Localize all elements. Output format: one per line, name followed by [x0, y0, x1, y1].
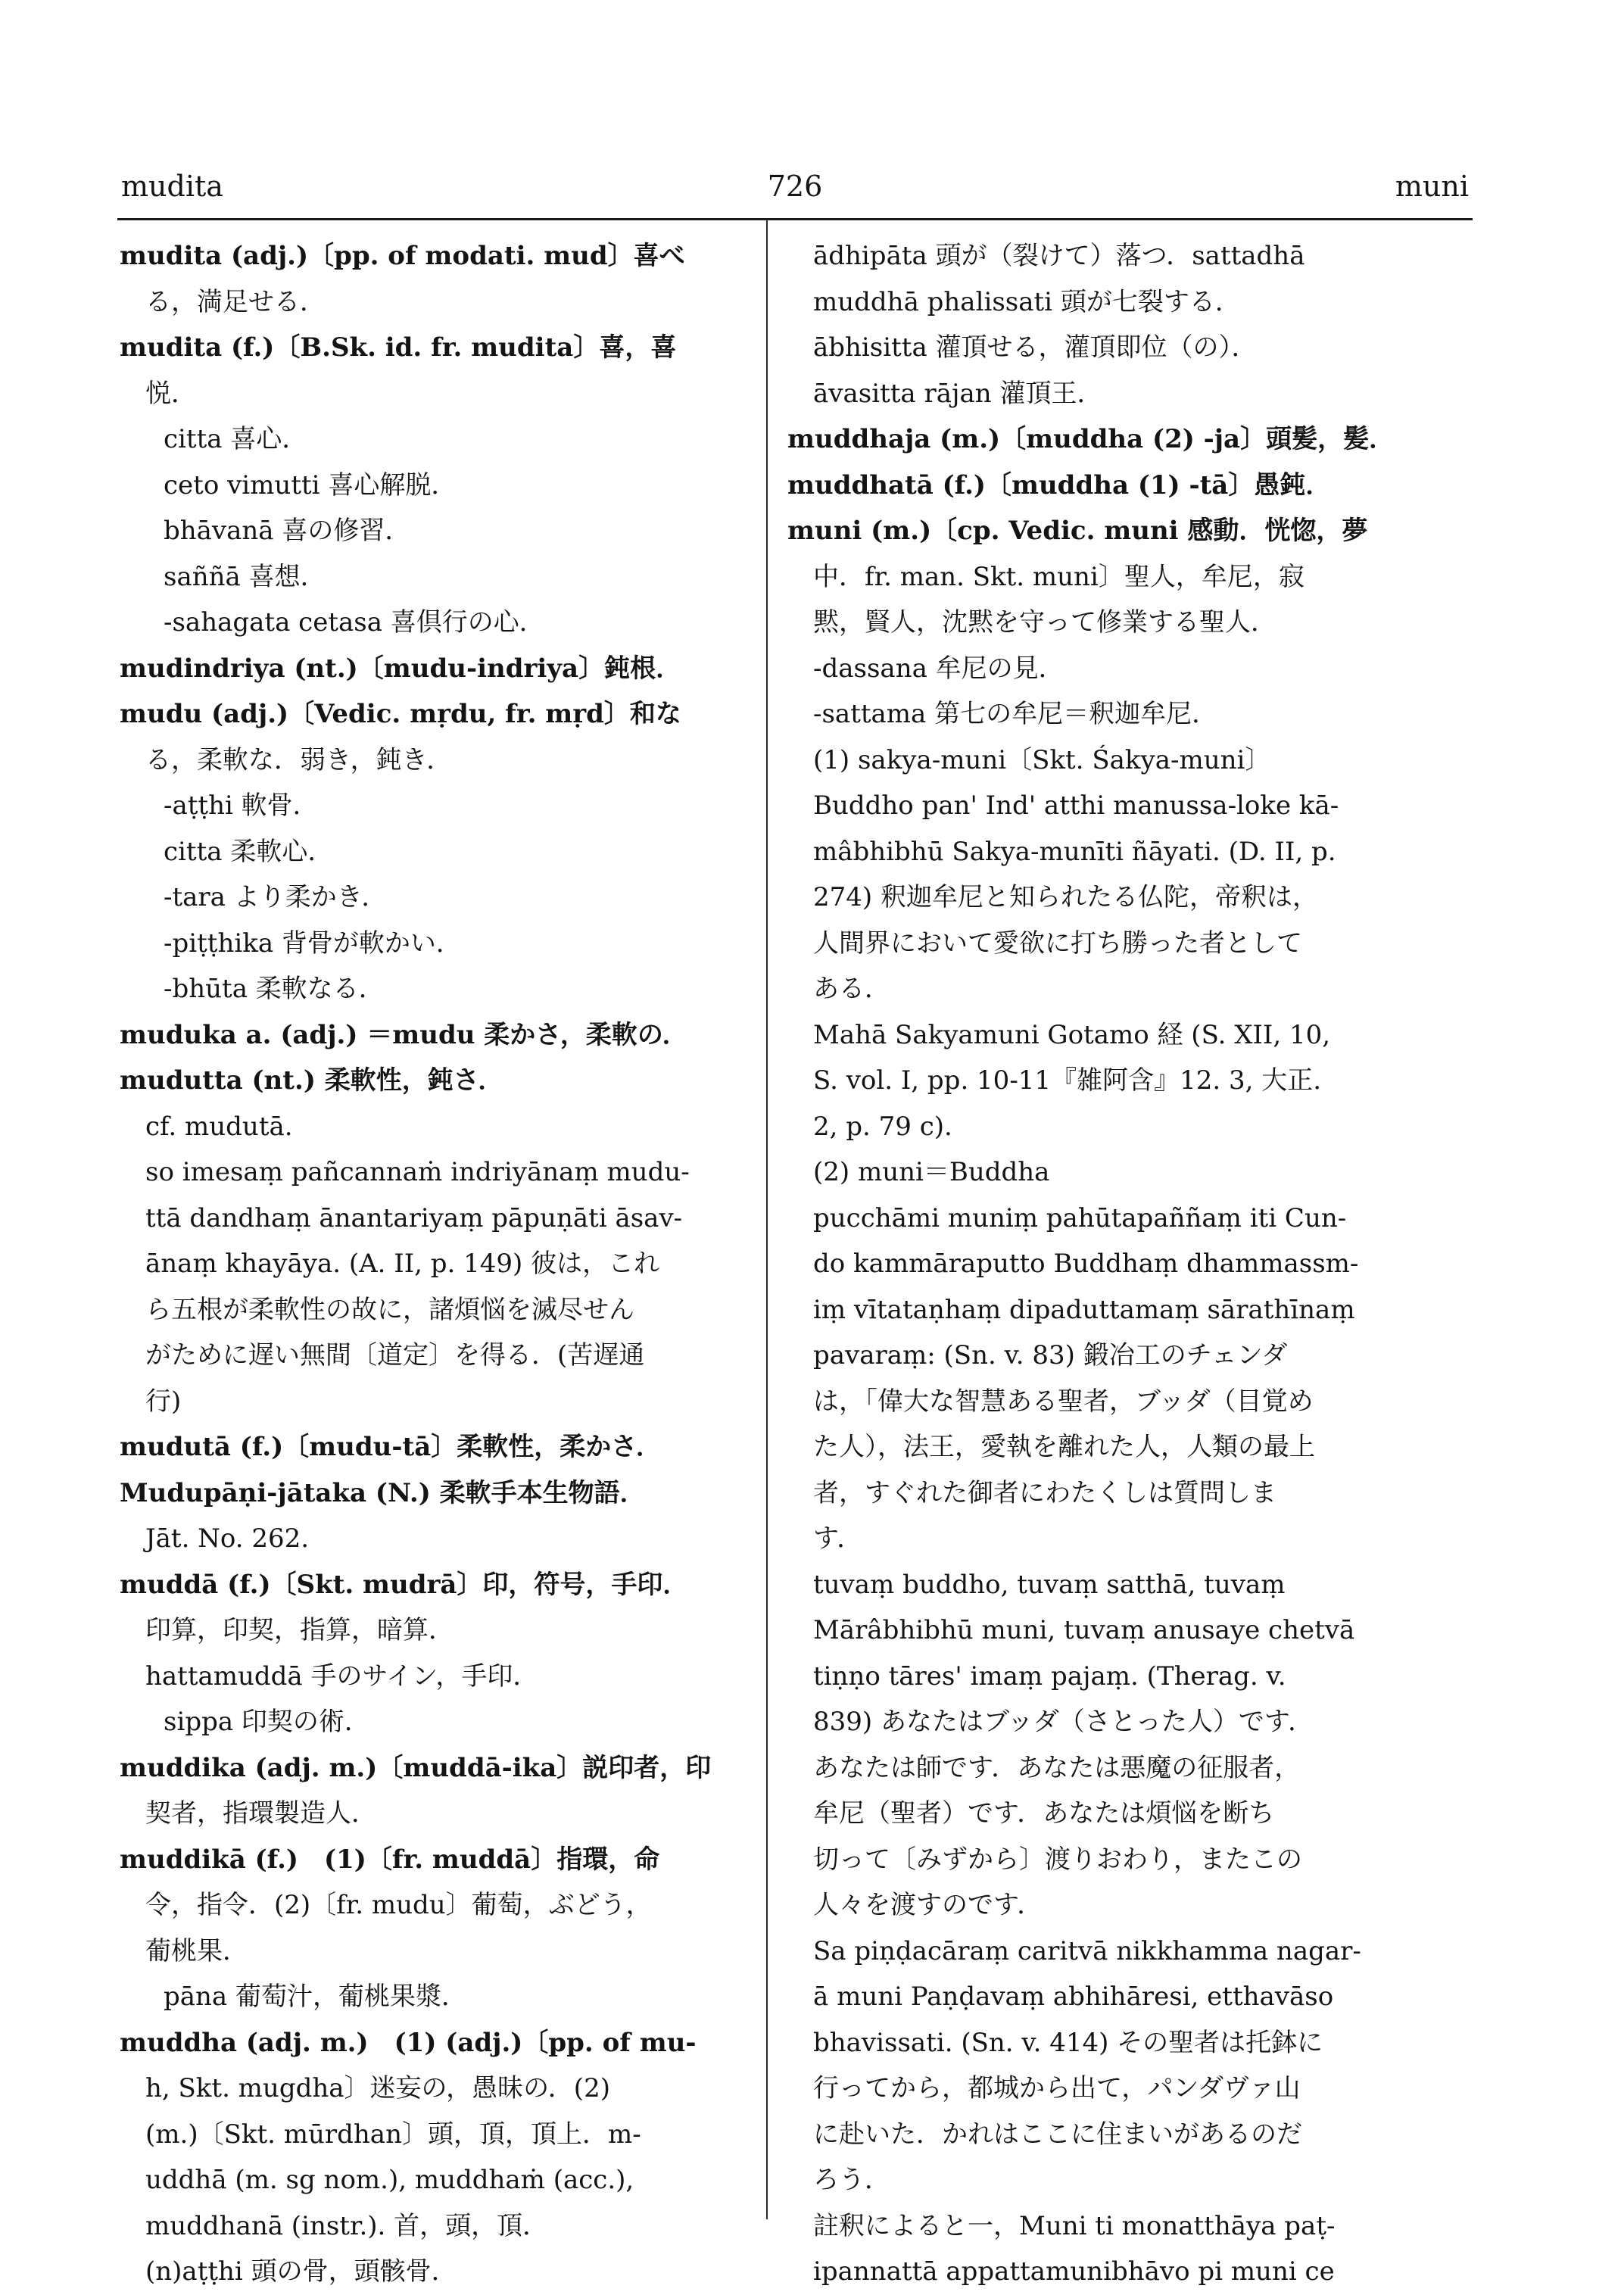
entry-line: mâbhibhū Sakya-munīti ñāyati. (D. II, p.	[813, 836, 1336, 867]
entry-line: 274) 釈迦牟尼と知られたる仏陀，帝釈は，	[813, 882, 1318, 912]
entry-line: 牟尼（聖者）です．あなたは煩悩を断ち	[813, 1798, 1275, 1829]
entry-line: pāna 葡萄汁，葡桃果漿．	[164, 1982, 468, 2012]
entry-headword-line: mudita (adj.)〔pp. of modati. mud〕喜べ	[120, 241, 685, 271]
entry-line: 者，すぐれた御者にわたくしは質問しま	[813, 1477, 1276, 1508]
entry-line: 葡桃果．	[145, 1935, 248, 1966]
entry-line: pavaraṃ: (Sn. v. 83) 鍛冶工のチェンダ	[813, 1340, 1288, 1370]
entry-line: Jāt. No. 262.	[145, 1523, 310, 1554]
entry-line: 悦．	[145, 378, 197, 409]
entry-line: -aṭṭhi 軟骨．	[164, 790, 319, 821]
entry-headword-line: mudita (f.)〔B.Sk. id. fr. mudita〕喜，喜	[120, 332, 677, 363]
entry-line: 人間界において愛欲に打ち勝った者として	[813, 928, 1302, 959]
entry-headword-line: mudindriya (nt.)〔mudu-indriya〕鈍根．	[120, 653, 682, 684]
entry-line: 中．fr. man. Skt. muni〕聖人，牟尼，寂	[813, 561, 1304, 592]
entry-headword-line: Mudupāṇi-jātaka (N.) 柔軟手本生物語．	[120, 1477, 646, 1508]
entry-line: uddhā (m. sg nom.), muddhaṁ (acc.),	[145, 2165, 634, 2195]
entry-line: ādhipāta 頭が（裂けて）落つ．sattadhā	[813, 241, 1305, 271]
entry-line: る，満足せる．	[145, 286, 326, 317]
entry-line: (2) muni＝Buddha	[813, 1157, 1050, 1187]
entry-line: hattamuddā 手のサイン，手印．	[145, 1660, 539, 1692]
entry-line: bhavissati. (Sn. v. 414) その聖者は托鉢に	[813, 2027, 1323, 2058]
entry-line: -sahagata cetasa 喜倶行の心．	[164, 607, 545, 638]
entry-line: -sattama 第七の牟尼＝釈迦牟尼．	[813, 699, 1218, 729]
entry-line: あなたは師です．あなたは悪魔の征服者，	[813, 1752, 1301, 1783]
entry-line: (1) sakya-muni〔Skt. Śakya-muni〕	[813, 744, 1271, 775]
entry-line: (m.)〔Skt. mūrdhan〕頭，頂，頂上．m-	[145, 2119, 641, 2150]
page-number: 726	[767, 170, 823, 203]
entry-line: ttā dandhaṃ ānantariyaṃ pāpuṇāti āsav-	[145, 1202, 683, 1233]
entry-line: do kammāraputto Buddhaṃ dhammassm-	[813, 1249, 1359, 1279]
entry-line: muddhā phalissati 頭が七裂する．	[813, 286, 1241, 317]
entry-line: 行ってから，都城から出て，パンダヴァ山	[813, 2073, 1301, 2103]
entry-headword-line: muddā (f.)〔Skt. mudrā〕印，符号，手印．	[120, 1569, 689, 1600]
entry-line: -tara より柔かき．	[164, 882, 388, 912]
entry-line: 印算，印契，指算，暗算．	[145, 1615, 454, 1645]
entry-line: so imesaṃ pañcannaṁ indriyānaṃ mudu-	[145, 1157, 690, 1187]
entry-line: -dassana 牟尼の見．	[813, 653, 1064, 684]
left-column	[120, 233, 750, 2295]
entry-line: ある．	[813, 974, 890, 1004]
entry-line: tuvaṃ buddho, tuvaṃ satthā, tuvaṃ	[813, 1569, 1286, 1600]
entry-headword-line: muddikā (f.) (1)〔fr. muddā〕指環，命	[120, 1844, 660, 1875]
entry-line: Buddho pan' Ind' atthi manussa-loke kā-	[813, 790, 1339, 821]
entry-line: 契者，指環製造人．	[145, 1798, 377, 1829]
entry-line: 切って〔みずから〕渡りおわり，またこの	[813, 1844, 1302, 1875]
entry-line: Mahā Sakyamuni Gotamo 経 (S. XII, 10,	[813, 1019, 1331, 1050]
right-column	[787, 233, 1439, 2295]
entry-line: saññā 喜想．	[164, 561, 326, 592]
entry-line: citta 柔軟心．	[164, 836, 334, 867]
entry-line: 人々を渡すのです．	[813, 1890, 1043, 1920]
entry-headword-line: mudu (adj.)〔Vedic. mṛdu, fr. mṛd〕和な	[120, 699, 681, 729]
header-rule	[117, 218, 1473, 220]
header-left-guide-word: mudita	[121, 170, 223, 203]
entry-line: cf. mudutā.	[145, 1111, 293, 1142]
entry-headword-line: muni (m.)〔cp. Vedic. muni 感動．恍惚，夢	[787, 516, 1368, 546]
entry-headword-line: muduka a. (adj.) ＝mudu 柔かさ，柔軟の．	[120, 1019, 688, 1050]
entry-line: は，「偉大な智慧ある聖者，ブッダ（目覚め	[813, 1386, 1314, 1417]
running-head	[121, 170, 1469, 209]
entry-line: す．	[813, 1523, 863, 1554]
entry-line: (n)aṭṭhi 頭の骨，頭骸骨．	[145, 2256, 457, 2287]
entry-line: に赴いた．かれはここに住まいがあるのだ	[813, 2119, 1302, 2150]
entry-line: 令，指令．(2)〔fr. mudu〕葡萄，ぶどう，	[145, 1890, 652, 1920]
entry-line: 行)	[145, 1386, 182, 1417]
entry-headword-line: muddha (adj. m.) (1) (adj.)〔pp. of mu-	[120, 2027, 697, 2058]
entry-line: S. vol. I, pp. 10-11『雑阿含』12. 3, 大正.	[813, 1065, 1322, 1096]
entry-line: h, Skt. mugdha〕迷妄の，愚昧の．(2)	[145, 2073, 610, 2103]
entry-line: がために遅い無間〔道定〕を得る．(苦遅通	[145, 1340, 645, 1370]
entry-line: ceto vimutti 喜心解脱．	[164, 469, 457, 500]
entry-line: bhāvanā 喜の修習．	[164, 516, 411, 546]
entry-line: ā muni Paṇḍavaṃ abhihāresi, etthavāso	[813, 1982, 1334, 2012]
header-right-guide-word: muni	[1395, 170, 1469, 203]
entry-headword-line: muddika (adj. m.)〔muddā-ika〕説印者，印	[120, 1752, 712, 1783]
entry-line: ipannattā appattamunibhāvo pi muni ce	[813, 2256, 1335, 2287]
entry-line: sippa 印契の術．	[164, 1707, 370, 1737]
entry-line: 839) あなたはブッダ（さとった人）です．	[813, 1707, 1314, 1737]
entry-line: ābhisitta 灌頂せる，灌頂即位（の）．	[813, 332, 1258, 363]
entry-line: -piṭṭhika 背骨が軟かい．	[164, 928, 462, 959]
entry-line: āvasitta rājan 灌頂王．	[813, 378, 1103, 409]
entry-headword-line: muddhaja (m.)〔muddha (2) -ja〕頭髪，髪．	[787, 424, 1395, 454]
entry-headword-line: muddhatā (f.)〔muddha (1) -tā〕愚鈍．	[787, 469, 1332, 500]
entry-line: る，柔軟な．弱き，鈍き．	[145, 744, 453, 775]
entry-line: ānaṃ khayāya. (A. II, p. 149) 彼は，これ	[145, 1249, 660, 1279]
entry-line: Sa piṇḍacāraṃ caritvā nikkhamma nagar-	[813, 1935, 1361, 1966]
entry-headword-line: mudutā (f.)〔mudu-tā〕柔軟性，柔かさ．	[120, 1432, 662, 1462]
entry-line: ら五根が柔軟性の故に，諸煩悩を滅尽せん	[145, 1294, 634, 1325]
entry-line: 黙，賢人，沈黙を守って修業する聖人．	[813, 607, 1276, 638]
entry-line: ろう．	[813, 2165, 890, 2195]
entry-line: Mārâbhibhū muni, tuvaṃ anusaye chetvā	[813, 1615, 1355, 1645]
entry-line: 註釈によると一，Muni ti monatthāya paṭ-	[813, 2210, 1336, 2241]
entry-line: muddhanā (instr.). 首，頭，頂．	[145, 2210, 549, 2241]
entry-line: citta 喜心．	[164, 424, 308, 454]
entry-line: tiṇṇo tāres' imaṃ pajaṃ. (Therag. v.	[813, 1660, 1286, 1692]
entry-headword-line: mudutta (nt.) 柔軟性，鈍さ．	[120, 1065, 504, 1096]
entry-line: -bhūta 柔軟なる．	[164, 974, 385, 1004]
entry-line: iṃ vītataṇhaṃ dipaduttamaṃ sārathīnaṃ	[813, 1294, 1355, 1325]
column-divider	[766, 220, 768, 2219]
entry-line: pucchāmi muniṃ pahūtapaññaṃ iti Cun-	[813, 1202, 1347, 1233]
entry-line: 2, p. 79 c).	[813, 1111, 952, 1142]
entry-line: た人），法王，愛執を離れた人，人類の最上	[813, 1432, 1315, 1462]
